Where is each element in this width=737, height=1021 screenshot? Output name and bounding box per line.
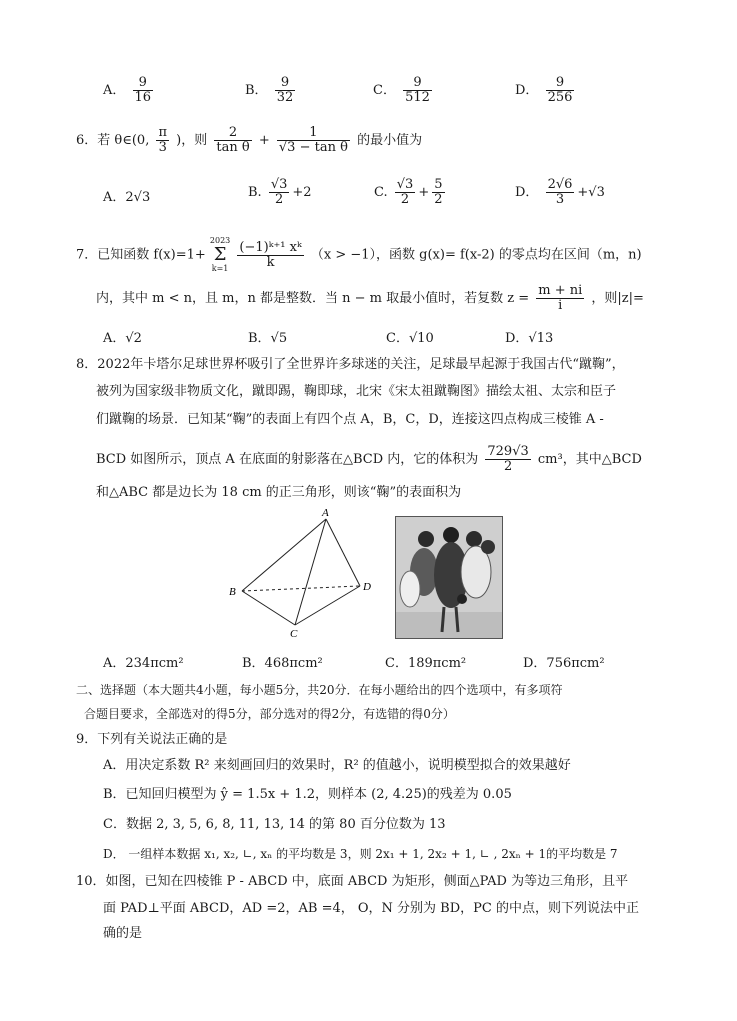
painting-figures [396, 517, 502, 638]
q8-option-b: B．468πcm² [242, 656, 323, 671]
q8-option-d: D．756πcm² [523, 656, 605, 671]
q8-line5: 和△ABC 都是边长为 18 cm 的正三角形，则该“鞠”的表面积为 [96, 485, 462, 500]
q5-option-a: A． $\frac{9}{16}$ [103, 75, 152, 105]
figure-head [481, 540, 495, 554]
q6-option-c: C. $\frac{√3}{2}$ + $\frac{5}{2}$ [374, 177, 443, 207]
fraction: $\frac{\pi}{3}$ [158, 125, 168, 155]
edge-bd-hidden [242, 586, 360, 591]
q7-option-a: A．√2 [103, 331, 142, 346]
fraction: $\frac{729√3}{2}$ [487, 444, 529, 474]
q8-line4: BCD 如图所示，顶点 A 在底面的射影落在△BCD 内，它的体积为 $\frac{729√3}{2}$ cm³，其中△BCD [96, 444, 642, 474]
fraction: $\frac{1}{\text{√3 − tan θ}}$ [278, 125, 348, 155]
label-c: C [290, 628, 298, 640]
fraction: $\frac{√3}{2}$ [396, 177, 414, 207]
q9-option-a: A．用决定系数 R² 来刻画回归的效果时，R² 的值越小，说明模型拟合的效果越好 [103, 758, 571, 773]
q7-stem-line1: 7．已知函数 f(x)=1+ 2023 Σ k=1 $\frac{\text{(−1)ᵏ⁺¹ xᵏ}}{k}$ （x > −1），函数 g(x)= f(x-2) 的零点均在区间（m，n) [76, 236, 642, 273]
q9-stem: 9．下列有关说法正确的是 [76, 732, 228, 747]
section2-header-line1: 二、选择题（本大题共4小题，每小题5分，共20分．在每小题给出的四个选项中，有多项符 [76, 683, 563, 697]
edge-ab [242, 519, 326, 591]
q10-line3: 确的是 [103, 926, 143, 941]
fraction: $\frac{5}{2}$ [434, 177, 443, 207]
q6-stem: 6．若 θ∈(0, $\frac{\pi}{3}$ )，则 $\frac{2}{\text{tan θ}}$ + $\frac{1}{\text{√3 − tan θ}}$ 的最小值为 [76, 125, 423, 155]
figure-head [418, 531, 434, 547]
cuju-painting-image [395, 516, 503, 639]
q6-option-d: D． $\frac{2√6}{3}$ +√3 [515, 177, 605, 207]
summation: 2023 Σ k=1 [209, 236, 231, 273]
fraction: $\frac{9}{32}$ [276, 75, 294, 105]
label-b: B [229, 586, 236, 598]
fraction: $\frac{9}{16}$ [134, 75, 152, 105]
q8-line2: 被列为国家级非物质文化，蹴即踢，鞠即球，北宋《宋太祖蹴鞠图》描绘太祖、太宗和臣子 [96, 384, 617, 399]
figure-head [466, 531, 482, 547]
q10-line1: 10．如图，已知在四棱锥 P - ABCD 中，底面 ABCD 为矩形，侧面△PAD 为等边三角形，且平 [76, 874, 629, 889]
fraction: $\frac{m + ni}{i}$ [538, 283, 583, 313]
q8-line1: 8．2022年卡塔尔足球世界杯吸引了全世界许多球迷的关注，足球最早起源于我国古代“蹴鞠”， [76, 357, 625, 372]
fraction: $\frac{9}{512}$ [405, 75, 430, 105]
q6-option-a: A．2√3 [103, 190, 151, 205]
section2-header-line2: 合题目要求，全部选对的得5分，部分选对的得2分，有选错的得0分） [84, 707, 455, 721]
fraction: $\frac{\text{(−1)ᵏ⁺¹ xᵏ}}{k}$ [239, 239, 302, 270]
figure-body [400, 571, 420, 607]
q7-stem-line2: 内，其中 m < n，且 m，n 都是整数．当 n − m 取最小值时，若复数 z = $\frac{m + ni}{i}$ ，则|z|= [96, 283, 644, 313]
edge-ad [326, 519, 360, 586]
tetrahedron-figure [225, 505, 375, 640]
q5-option-d: D． $\frac{9}{256}$ [515, 75, 573, 105]
q9-option-c: C．数据 2, 3, 5, 6, 8, 11, 13, 14 的第 80 百分位数为 13 [103, 817, 446, 832]
fraction: $\frac{√3}{2}$ [270, 177, 288, 207]
fraction: $\frac{2√6}{3}$ [547, 177, 573, 207]
q7-option-c: C．√10 [386, 331, 434, 346]
q8-line3: 们蹴鞠的场景．已知某“鞠”的表面上有四个点 A，B，C，D，连接这四点构成三棱锥 A - [96, 412, 604, 427]
q7-option-b: B．√5 [248, 331, 288, 346]
label-d: D [363, 581, 371, 593]
fraction: $\frac{9}{256}$ [547, 75, 573, 105]
q8-option-c: C．189πcm² [385, 656, 467, 671]
q7-option-d: D．√13 [505, 331, 554, 346]
q5-option-c: C． $\frac{9}{512}$ [373, 75, 430, 105]
figure-head [443, 527, 459, 543]
ball [457, 594, 467, 604]
edge-bc [242, 591, 295, 625]
q9-option-d: D． 一组样本数据 x₁, x₂, ∟, xₙ 的平均数是 3，则 2x₁ + 1, 2x₂ + 1, ∟ , 2xₙ + 1的平均数是 7 [103, 847, 618, 861]
q9-option-b: B．已知回归模型为 ŷ = 1.5x + 1.2，则样本 (2, 4.25)的残差为 0.05 [103, 787, 512, 802]
q10-line2: 面 PAD⊥平面 ABCD，AD =2，AB =4， O，N 分别为 BD，PC 的中点，则下列说法中正 [103, 901, 639, 916]
fraction: $\frac{2}{\text{tan θ}}$ [216, 125, 250, 155]
label-a: A [322, 507, 329, 519]
q6-option-b: B. $\frac{√3}{2}$ +2 [248, 177, 312, 207]
q8-option-a: A．234πcm² [103, 656, 184, 671]
q5-option-b: B． $\frac{9}{32}$ [245, 75, 294, 105]
